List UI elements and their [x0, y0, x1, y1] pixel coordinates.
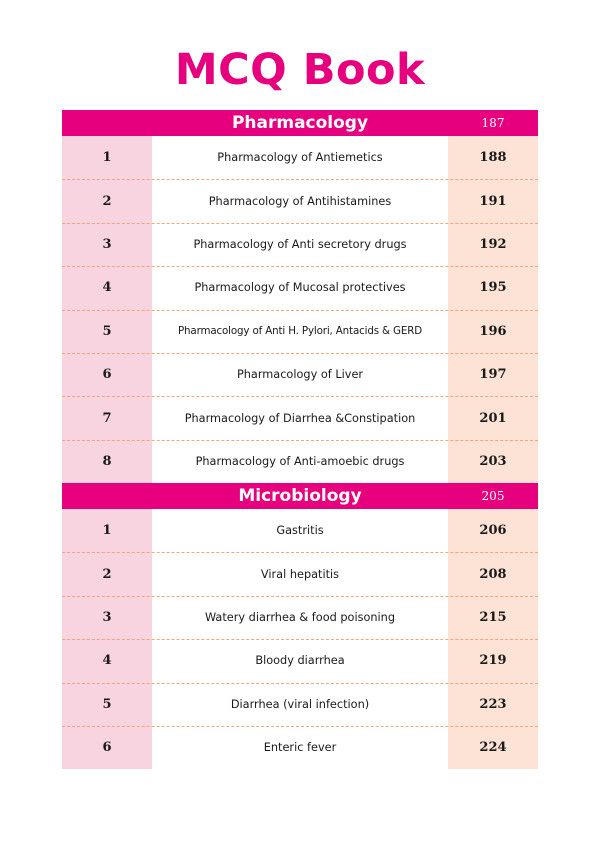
row-number: 2 [62, 179, 152, 222]
toc-row[interactable] [62, 726, 538, 769]
row-title: Enteric fever [152, 726, 448, 769]
row-page-number: 206 [448, 509, 538, 552]
row-page-number: 196 [448, 310, 538, 353]
row-page-number: 223 [448, 683, 538, 726]
row-page-number: 188 [448, 136, 538, 179]
toc-row[interactable] [62, 179, 538, 222]
section-header [62, 483, 538, 509]
toc-row[interactable] [62, 353, 538, 396]
row-number: 8 [62, 440, 152, 483]
row-title: Pharmacology of Anti secretory drugs [152, 223, 448, 266]
toc-row[interactable] [62, 552, 538, 595]
section-page-number: 187 [481, 116, 505, 130]
toc-row[interactable] [62, 266, 538, 309]
row-number: 2 [62, 552, 152, 595]
toc-section-pharmacology [62, 110, 538, 483]
row-number: 6 [62, 353, 152, 396]
toc-section-microbiology [62, 483, 538, 769]
row-number: 3 [62, 596, 152, 639]
row-title: Pharmacology of Antihistamines [152, 179, 448, 222]
toc-row[interactable] [62, 310, 538, 353]
row-title: Pharmacology of Anti-amoebic drugs [152, 440, 448, 483]
toc-row[interactable] [62, 223, 538, 266]
row-number: 4 [62, 266, 152, 309]
section-header [62, 110, 538, 136]
toc-row[interactable] [62, 596, 538, 639]
row-title: Watery diarrhea & food poisoning [152, 596, 448, 639]
row-page-number: 224 [448, 726, 538, 769]
section-title: Pharmacology [231, 113, 369, 133]
row-number: 5 [62, 310, 152, 353]
row-page-number: 203 [448, 440, 538, 483]
toc-row[interactable] [62, 683, 538, 726]
toc-row[interactable] [62, 509, 538, 552]
row-number: 1 [62, 509, 152, 552]
row-page-number: 192 [448, 223, 538, 266]
row-page-number: 219 [448, 639, 538, 682]
toc-row[interactable] [62, 440, 538, 483]
row-page-number: 201 [448, 396, 538, 439]
row-number: 3 [62, 223, 152, 266]
row-page-number: 191 [448, 179, 538, 222]
row-title: Pharmacology of Mucosal protectives [152, 266, 448, 309]
row-page-number: 195 [448, 266, 538, 309]
toc-row[interactable] [62, 396, 538, 439]
toc-row[interactable] [62, 136, 538, 179]
row-number: 6 [62, 726, 152, 769]
row-page-number: 197 [448, 353, 538, 396]
row-title: Pharmacology of Liver [152, 353, 448, 396]
row-number: 1 [62, 136, 152, 179]
section-title: Microbiology [238, 486, 362, 506]
row-title: Diarrhea (viral infection) [152, 683, 448, 726]
row-page-number: 208 [448, 552, 538, 595]
row-title: Pharmacology of Antiemetics [152, 136, 448, 179]
row-title: Gastritis [152, 509, 448, 552]
toc-row[interactable] [62, 639, 538, 682]
row-number: 7 [62, 396, 152, 439]
row-title: Viral hepatitis [152, 552, 448, 595]
row-page-number: 215 [448, 596, 538, 639]
page-title: MCQ Book [174, 45, 426, 95]
row-title: Bloody diarrhea [152, 639, 448, 682]
row-number: 5 [62, 683, 152, 726]
row-title: Pharmacology of Diarrhea &Constipation [152, 396, 448, 439]
row-title: Pharmacology of Anti H. Pylori, Antacids & GERD [152, 310, 448, 353]
section-page-number: 205 [481, 489, 505, 503]
row-number: 4 [62, 639, 152, 682]
